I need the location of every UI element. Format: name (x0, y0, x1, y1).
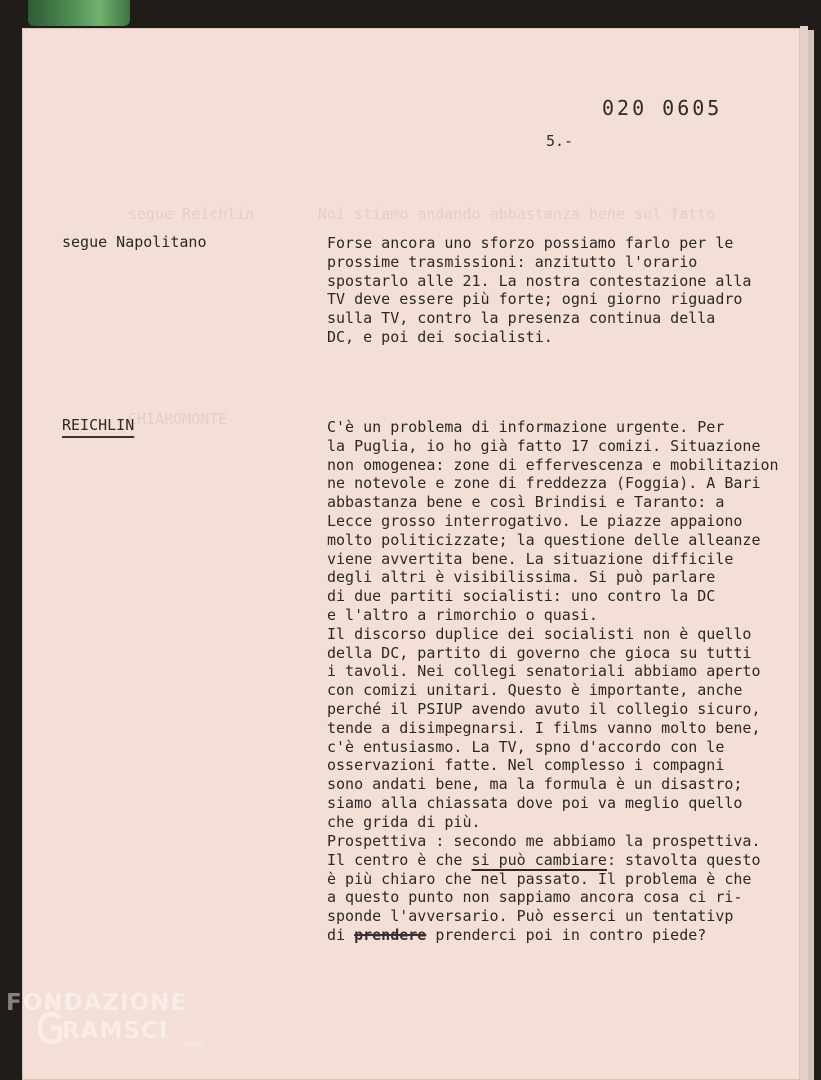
text-line: sponde l'avversario. Può esserci un tentativp (327, 907, 734, 926)
text-line: della DC, partito di governo che gioca su tutti (327, 643, 752, 662)
text-line: la Puglia, io ho già fatto 17 comizi. Situazione (327, 436, 761, 455)
text-line: e l'altro a rimorchio o quasi. (327, 605, 598, 624)
text-fragment: di (327, 925, 355, 944)
archive-number: 020 0605 (602, 96, 723, 120)
watermark-line-1: FONDAZIONE (6, 990, 188, 1016)
text-line: non omogenea: zone di effervescenza e mobilitazion (327, 455, 779, 474)
text-line (327, 926, 797, 945)
bleed-through-text: CHIAROMONTE (128, 410, 228, 428)
green-tape (28, 0, 130, 26)
text-line: che grida di più. (327, 812, 481, 831)
text-line: abbastanza bene e così Brindisi e Taranto: a (327, 493, 725, 512)
text-line: degli altri è visibilissima. Si può parlare (327, 568, 716, 587)
text-line (327, 851, 797, 870)
text-line: spostarlo alle 21. La nostra contestazione alla (327, 271, 752, 290)
watermark-sub: onlus (184, 1040, 206, 1049)
underlined-phrase: si può cambiare (471, 850, 607, 869)
speaker-label: segue Napolitano (62, 233, 207, 251)
text-line: siamo alla chiassata dove poi va meglio quello (327, 793, 743, 812)
text-line: DC, e poi dei socialisti. (327, 327, 553, 346)
text-line: Prospettiva : secondo me abbiamo la prospettiva. (327, 832, 761, 850)
text-line: i tavoli. Nei collegi senatoriali abbiamo aperto (327, 662, 761, 681)
text-line: Il discorso duplice dei socialisti non è quello (327, 624, 752, 643)
text-fragment: : stavolta questo (606, 850, 761, 869)
watermark-line-2: RAMSCI (62, 1018, 169, 1044)
struck-through-word: prendere (354, 925, 427, 944)
text-line: tende a disimpegnarsi. I films vanno molto bene, (327, 718, 761, 737)
text-line: C'è un problema di informazione urgente. Per (327, 418, 725, 436)
speech-block (327, 418, 797, 832)
text-line: è più chiaro che nel passato. Il problema è che (327, 869, 752, 888)
text-line: con comizi unitari. Questo è importante, anche (327, 681, 743, 700)
text-line: viene avvertita bene. La situazione difficile (327, 549, 734, 568)
gramsci-g-icon (38, 1010, 64, 1046)
fondazione-gramsci-watermark (6, 990, 206, 1049)
text-line: molto politicizzate; la questione delle alleanze (327, 530, 761, 549)
text-line: a questo punto non sappiamo ancora cosa ci ri- (327, 888, 743, 907)
page-edge (800, 26, 808, 1080)
text-line: sono andati bene, ma la formula è un disastro; (327, 775, 743, 794)
page-edge-underlying (808, 30, 814, 1080)
text-fragment: Il centro è che (327, 850, 472, 869)
text-line: TV deve essere più forte; ogni giorno riguadro (327, 290, 743, 309)
text-line: Forse ancora uno sforzo possiamo farlo per le (327, 234, 734, 252)
text-fragment: prenderci poi in contro piede? (426, 925, 707, 944)
text-line: prossime trasmissioni: anzitutto l'orario (327, 252, 698, 271)
page-number: 5.- (546, 132, 574, 150)
text-line: perché il PSIUP avendo avuto il collegio sicuro, (327, 699, 761, 718)
text-line: Lecce grosso interrogativo. Le piazze appaiono (327, 511, 743, 530)
text-line: di due partiti socialisti: uno contro la DC (327, 587, 716, 606)
speaker-label: REICHLIN (62, 416, 135, 434)
text-line: c'è entusiasmo. La TV, spno d'accordo con le (327, 737, 725, 756)
speech-block (327, 234, 797, 347)
text-line: osservazioni fatte. Nel complesso i compagni (327, 756, 725, 775)
text-line: sulla TV, contro la presenza continua della (327, 309, 716, 328)
speech-block-continued (327, 832, 797, 945)
bleed-through-text: Noi stiamo andando abbastanza bene sul fatto (318, 205, 716, 223)
text-line: ne notevole e zone di freddezza (Foggia). A Bari (327, 474, 761, 493)
bleed-through-text: segue Reichlin (128, 205, 255, 223)
